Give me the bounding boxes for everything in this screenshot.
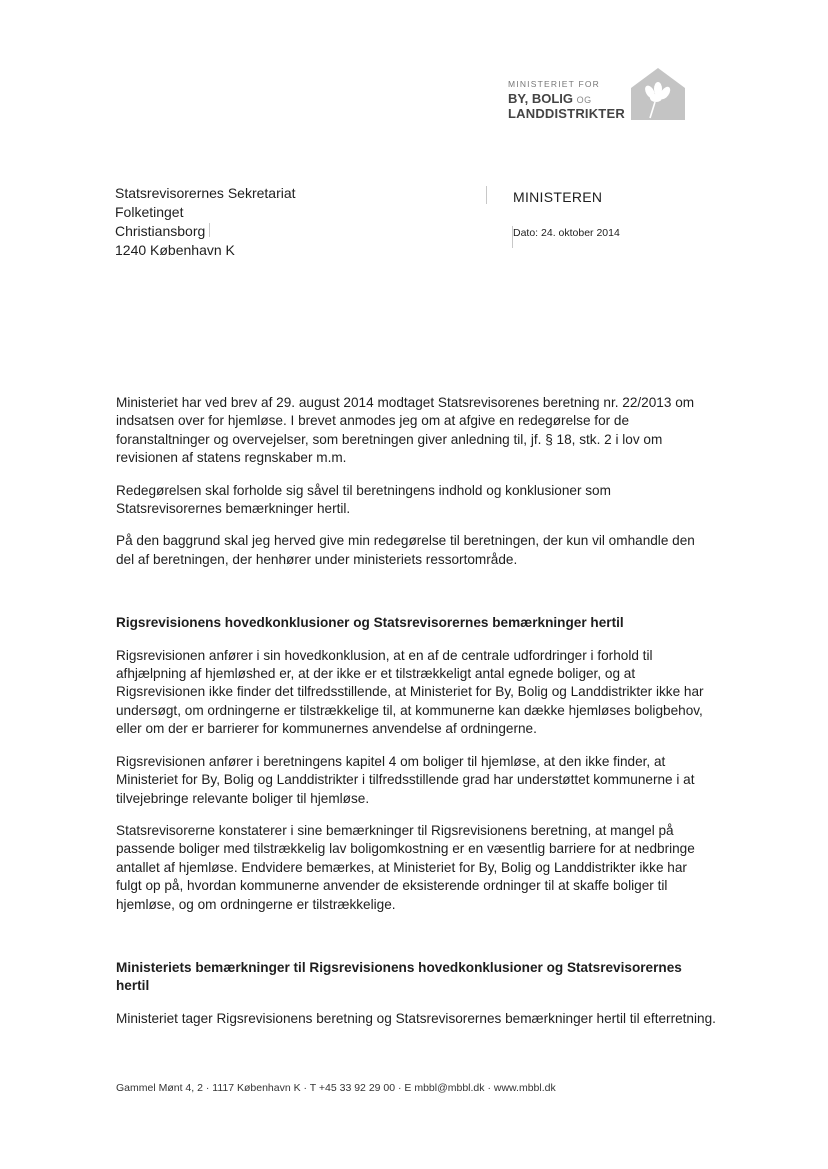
ministry-logo (508, 66, 690, 126)
section-heading: Rigsrevisionens hovedkonklusioner og Statsrevisorernes bemærkninger hertil (116, 615, 624, 631)
body-paragraph: Rigsrevisionen anfører i beretningens kapitel 4 om boliger til hjemløse, at den ikke finder, at Ministeriet for By, Bolig og Landdistrikter i tilfredsstillende grad har understøttet kommunerne i at tilvejebringe relevante boliger til hjemløse. (116, 753, 695, 806)
logo-text (508, 80, 625, 120)
sender-title: MINISTEREN (513, 189, 603, 205)
recipient-address (115, 184, 296, 260)
divider-line (486, 186, 487, 204)
body-paragraph: På den baggrund skal jeg herved give min redegørelse til beretningen, der kun vil omhandle den del af beretningen, der henhører under ministeriets ressortområde. (116, 533, 695, 567)
logo-line-1: MINISTERIET FOR (508, 79, 600, 89)
fold-mark (209, 223, 210, 237)
logo-line-2-og: OG (576, 94, 592, 105)
logo-line-2 (508, 92, 625, 105)
letter-date: Dato: 24. oktober 2014 (513, 227, 620, 239)
address-line: Statsrevisorernes Sekretariat (115, 185, 296, 201)
section-heading: Ministeriets bemærkninger til Rigsrevisionens hovedkonklusioner og Statsrevisorernes hertil (116, 959, 682, 994)
body-paragraph: Statsrevisorerne konstaterer i sine bemærkninger til Rigsrevisionens beretning, at mangel på passende boliger med tilstrækkelig lav boligomkostning er en væsentlig barriere for at nedbringe antallet af hjemløse. Endvidere bemærkes, at Ministeriet for By, Bolig og Landdistrikter ikke har fulgt op på, hvordan kommunerne anvender de eksisterende ordninger til at skaffe boliger til hjemløse, og om ordningerne er tilstrækkelige. (116, 822, 695, 912)
letter-footer: Gammel Mønt 4, 2 · 1117 København K · T +45 33 92 29 00 · E mbbl@mbbl.dk · www.mbbl.dk (116, 1082, 556, 1094)
body-paragraph: Rigsrevisionen anfører i sin hovedkonklusion, at en af de centrale udfordringer i forhold til afhjælpning af hjemløshed er, at der ikke er et tilstrækkeligt antal egnede boliger, og at Rigsrevisionen ikke finder det tilfredsstillende, at Ministeriet for By, Bolig og Landdistrikter ikke har undersøgt, om ordningerne er tilstrækkelige til, at kommunerne kan dække hjemløses boligbehov, eller om der er barrierer for kommunernes anvendelse af ordningerne. (116, 647, 704, 737)
body-paragraph: Ministeriet har ved brev af 29. august 2014 modtaget Statsrevisorenes beretning nr. 22/2013 om indsatsen over for hjemløse. I brevet anmodes jeg om at afgive en redegørelse for de foranstaltninger og overvejelser, som beretningen giver anledning til, jf. § 18, stk. 2 i lov om revisionen af statens regnskaber m.m. (116, 395, 695, 466)
address-line: 1240 København K (115, 242, 235, 258)
body-paragraph: Ministeriet tager Rigsrevisionens beretning og Statsrevisorernes bemærkninger hertil til efterretning. (116, 1010, 716, 1026)
address-line: Christiansborg (115, 223, 206, 239)
address-line: Folketinget (115, 204, 184, 220)
logo-line-3: LANDDISTRIKTER (508, 105, 625, 121)
house-flower-icon (628, 66, 688, 122)
body-paragraph: Redegørelsen skal forholde sig såvel til beretningens indhold og konklusioner som Statsrevisorernes bemærkninger hertil. (116, 482, 611, 517)
letter-body (116, 394, 716, 1028)
logo-line-2-main: BY, BOLIG (508, 90, 574, 106)
